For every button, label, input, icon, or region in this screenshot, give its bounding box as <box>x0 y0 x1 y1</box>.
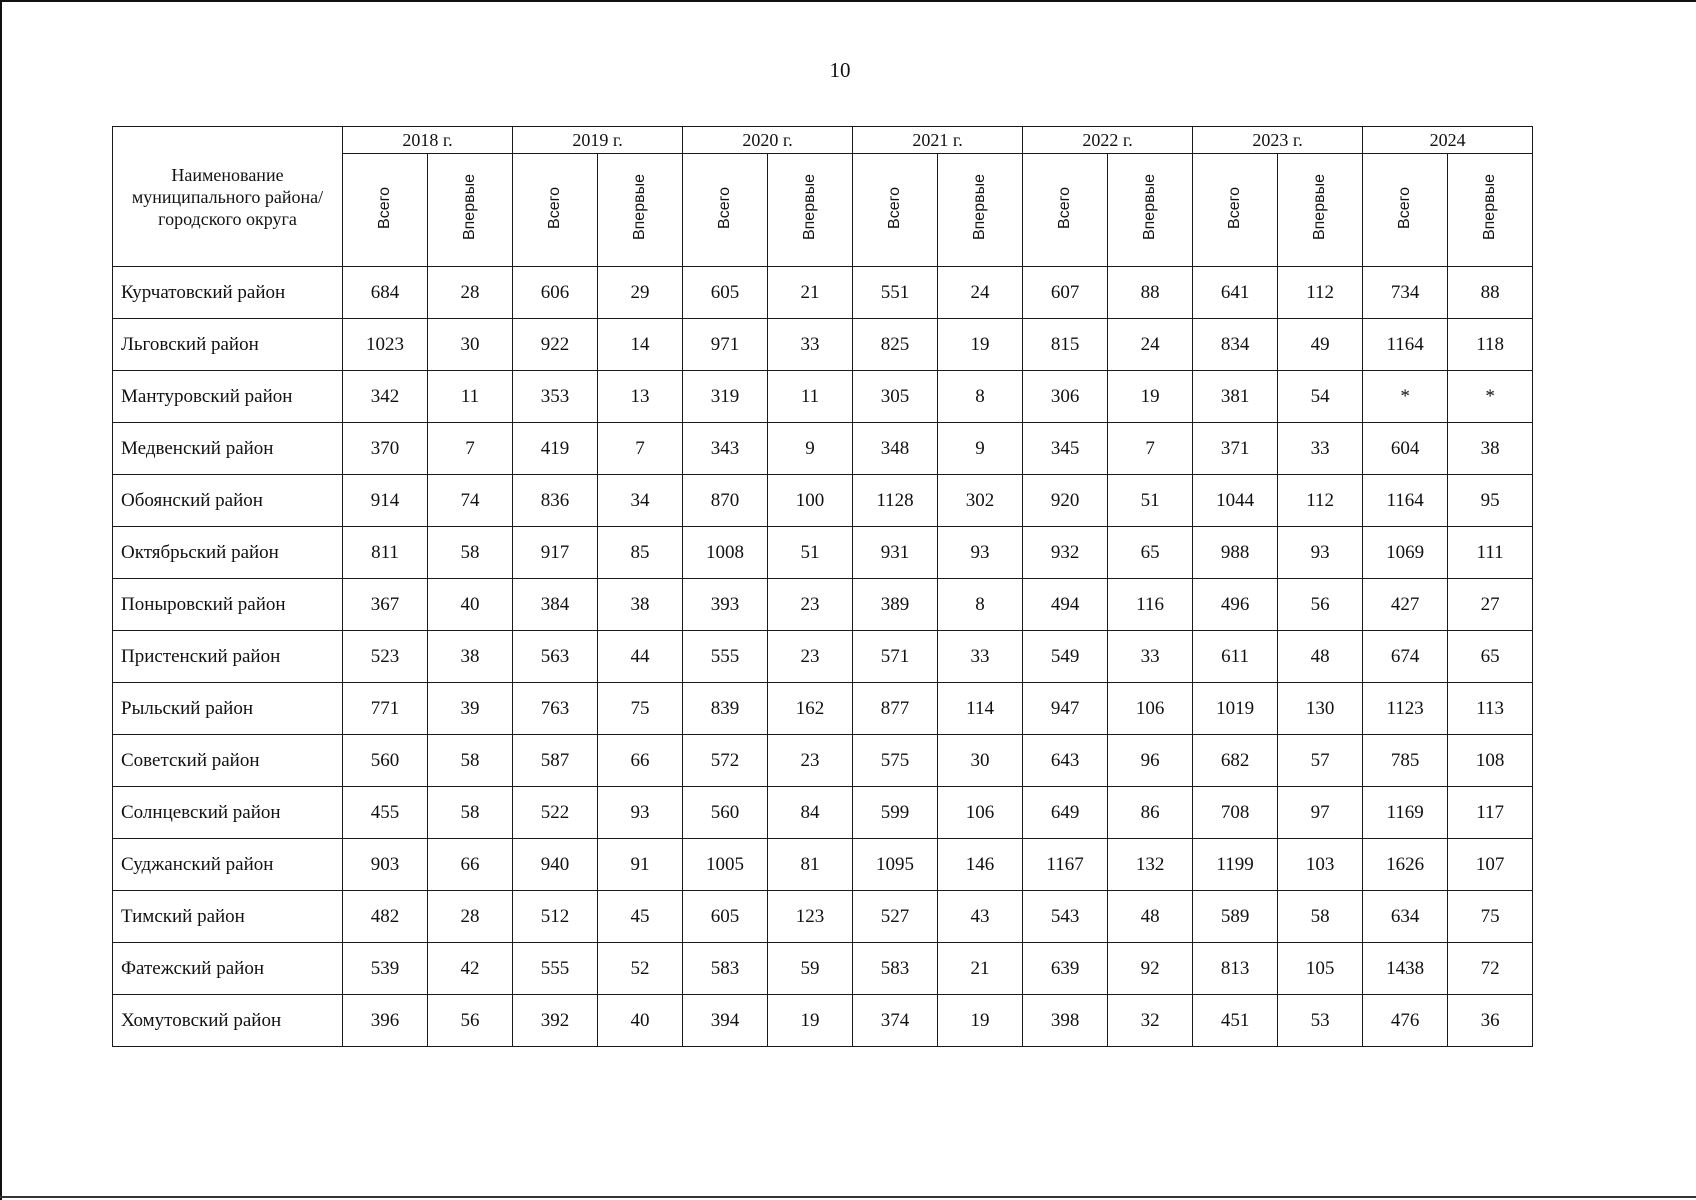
total-value-cell: 932 <box>1023 527 1108 579</box>
first-time-value-cell: 40 <box>428 579 513 631</box>
total-value-cell: 813 <box>1193 943 1278 995</box>
first-time-value-cell: 30 <box>428 319 513 371</box>
district-name-header: Наименование муниципального района/ городского округа <box>113 127 343 267</box>
scan-edge-left <box>0 0 2 1200</box>
total-value-cell: 527 <box>853 891 938 943</box>
district-name-cell: Фатежский район <box>113 943 343 995</box>
total-value-cell: 1023 <box>343 319 428 371</box>
first-time-header-label: Впервые <box>1141 174 1159 241</box>
total-value-cell: 551 <box>853 267 938 319</box>
district-name-cell: Курчатовский район <box>113 267 343 319</box>
total-value-cell: 1005 <box>683 839 768 891</box>
total-value-cell: 549 <box>1023 631 1108 683</box>
total-header <box>513 154 598 267</box>
first-time-header <box>428 154 513 267</box>
year-header: 2020 г. <box>683 127 853 154</box>
total-header-label: Всего <box>546 186 564 229</box>
total-value-cell: 555 <box>683 631 768 683</box>
total-value-cell: 877 <box>853 683 938 735</box>
first-time-value-cell: 38 <box>1448 423 1533 475</box>
total-value-cell: 682 <box>1193 735 1278 787</box>
statistics-table <box>112 126 1533 1047</box>
total-value-cell: 641 <box>1193 267 1278 319</box>
district-name-cell: Октябрьский район <box>113 527 343 579</box>
total-value-cell: 394 <box>683 995 768 1047</box>
total-header-label: Всего <box>1056 186 1074 229</box>
first-time-header-label: Впервые <box>971 174 989 241</box>
first-time-value-cell: 24 <box>1108 319 1193 371</box>
first-time-value-cell: 19 <box>938 319 1023 371</box>
first-time-header-label: Впервые <box>801 174 819 241</box>
first-time-value-cell: 38 <box>598 579 683 631</box>
table-row <box>113 423 1533 475</box>
first-time-value-cell: 23 <box>768 631 853 683</box>
first-time-value-cell: 29 <box>598 267 683 319</box>
total-header <box>1193 154 1278 267</box>
first-time-value-cell: 28 <box>428 891 513 943</box>
first-time-value-cell: 118 <box>1448 319 1533 371</box>
total-value-cell: 393 <box>683 579 768 631</box>
first-time-value-cell: 42 <box>428 943 513 995</box>
total-value-cell: 512 <box>513 891 598 943</box>
first-time-value-cell: 74 <box>428 475 513 527</box>
first-time-value-cell: * <box>1448 371 1533 423</box>
total-value-cell: 1167 <box>1023 839 1108 891</box>
total-value-cell: 555 <box>513 943 598 995</box>
first-time-value-cell: 38 <box>428 631 513 683</box>
first-time-value-cell: 59 <box>768 943 853 995</box>
first-time-value-cell: 27 <box>1448 579 1533 631</box>
total-value-cell: 353 <box>513 371 598 423</box>
first-time-value-cell: 7 <box>1108 423 1193 475</box>
total-value-cell: 583 <box>683 943 768 995</box>
total-value-cell: 914 <box>343 475 428 527</box>
year-header: 2023 г. <box>1193 127 1363 154</box>
total-value-cell: 319 <box>683 371 768 423</box>
total-value-cell: 639 <box>1023 943 1108 995</box>
first-time-value-cell: 56 <box>1278 579 1363 631</box>
first-time-value-cell: 48 <box>1278 631 1363 683</box>
total-header <box>1023 154 1108 267</box>
first-time-value-cell: 21 <box>768 267 853 319</box>
first-time-value-cell: 14 <box>598 319 683 371</box>
total-value-cell: 1626 <box>1363 839 1448 891</box>
first-time-value-cell: 49 <box>1278 319 1363 371</box>
total-header <box>853 154 938 267</box>
total-value-cell: 605 <box>683 267 768 319</box>
total-value-cell: 494 <box>1023 579 1108 631</box>
total-value-cell: 343 <box>683 423 768 475</box>
total-value-cell: 811 <box>343 527 428 579</box>
total-value-cell: 370 <box>343 423 428 475</box>
first-time-value-cell: 45 <box>598 891 683 943</box>
district-name-cell: Рыльский район <box>113 683 343 735</box>
first-time-value-cell: 93 <box>1278 527 1363 579</box>
total-value-cell: 374 <box>853 995 938 1047</box>
first-time-header-label: Впервые <box>1311 174 1329 241</box>
total-value-cell: 345 <box>1023 423 1108 475</box>
first-time-header-label: Впервые <box>461 174 478 241</box>
total-value-cell: 563 <box>513 631 598 683</box>
first-time-value-cell: 114 <box>938 683 1023 735</box>
total-value-cell: 539 <box>343 943 428 995</box>
total-value-cell: 476 <box>1363 995 1448 1047</box>
first-time-value-cell: 57 <box>1278 735 1363 787</box>
scan-edge-bottom <box>0 1196 1696 1198</box>
total-value-cell: 371 <box>1193 423 1278 475</box>
total-value-cell: 920 <box>1023 475 1108 527</box>
total-value-cell: 419 <box>513 423 598 475</box>
first-time-value-cell: 23 <box>768 579 853 631</box>
total-value-cell: 1019 <box>1193 683 1278 735</box>
district-name-cell: Мантуровский район <box>113 371 343 423</box>
total-value-cell: 836 <box>513 475 598 527</box>
first-time-value-cell: 96 <box>1108 735 1193 787</box>
year-header: 2022 г. <box>1023 127 1193 154</box>
first-time-value-cell: 108 <box>1448 735 1533 787</box>
total-value-cell: 634 <box>1363 891 1448 943</box>
total-value-cell: 496 <box>1193 579 1278 631</box>
first-time-header-label: Впервые <box>631 174 649 241</box>
first-time-value-cell: 7 <box>598 423 683 475</box>
total-value-cell: 606 <box>513 267 598 319</box>
first-time-header-label: Впервые <box>1481 174 1499 241</box>
total-value-cell: 1069 <box>1363 527 1448 579</box>
page-number: 10 <box>829 58 851 82</box>
first-time-value-cell: 58 <box>428 735 513 787</box>
first-time-value-cell: 112 <box>1278 475 1363 527</box>
scan-edge-top <box>0 0 1696 2</box>
total-value-cell: 522 <box>513 787 598 839</box>
first-time-value-cell: 32 <box>1108 995 1193 1047</box>
first-time-header <box>1108 154 1193 267</box>
total-value-cell: 607 <box>1023 267 1108 319</box>
first-time-value-cell: 123 <box>768 891 853 943</box>
total-header-label: Всего <box>1396 186 1414 229</box>
district-name-cell: Тимский район <box>113 891 343 943</box>
first-time-value-cell: 19 <box>938 995 1023 1047</box>
total-value-cell: 572 <box>683 735 768 787</box>
first-time-value-cell: 113 <box>1448 683 1533 735</box>
first-time-value-cell: 13 <box>598 371 683 423</box>
first-time-value-cell: 58 <box>1278 891 1363 943</box>
total-value-cell: 1438 <box>1363 943 1448 995</box>
total-value-cell: 649 <box>1023 787 1108 839</box>
first-time-value-cell: 95 <box>1448 475 1533 527</box>
first-time-value-cell: 81 <box>768 839 853 891</box>
total-value-cell: 427 <box>1363 579 1448 631</box>
first-time-header <box>1278 154 1363 267</box>
table-row <box>113 371 1533 423</box>
first-time-value-cell: 106 <box>1108 683 1193 735</box>
first-time-value-cell: 7 <box>428 423 513 475</box>
total-header <box>683 154 768 267</box>
table-row <box>113 839 1533 891</box>
total-value-cell: 389 <box>853 579 938 631</box>
total-value-cell: 589 <box>1193 891 1278 943</box>
first-time-value-cell: 92 <box>1108 943 1193 995</box>
total-value-cell: 763 <box>513 683 598 735</box>
total-value-cell: 1164 <box>1363 319 1448 371</box>
district-name-cell: Хомутовский район <box>113 995 343 1047</box>
first-time-value-cell: 106 <box>938 787 1023 839</box>
year-header: 2021 г. <box>853 127 1023 154</box>
total-value-cell: 604 <box>1363 423 1448 475</box>
total-header <box>1363 154 1448 267</box>
first-time-value-cell: 130 <box>1278 683 1363 735</box>
total-value-cell: 396 <box>343 995 428 1047</box>
first-time-value-cell: 66 <box>428 839 513 891</box>
first-time-value-cell: 85 <box>598 527 683 579</box>
district-name-cell: Медвенский район <box>113 423 343 475</box>
table-row <box>113 683 1533 735</box>
total-value-cell: 575 <box>853 735 938 787</box>
district-name-cell: Льговский район <box>113 319 343 371</box>
first-time-value-cell: 146 <box>938 839 1023 891</box>
first-time-value-cell: 65 <box>1448 631 1533 683</box>
first-time-value-cell: 30 <box>938 735 1023 787</box>
total-value-cell: 917 <box>513 527 598 579</box>
first-time-value-cell: 9 <box>768 423 853 475</box>
total-value-cell: 825 <box>853 319 938 371</box>
first-time-value-cell: 86 <box>1108 787 1193 839</box>
first-time-value-cell: 23 <box>768 735 853 787</box>
first-time-header <box>768 154 853 267</box>
total-value-cell: 560 <box>683 787 768 839</box>
first-time-value-cell: 302 <box>938 475 1023 527</box>
total-value-cell: 1044 <box>1193 475 1278 527</box>
first-time-value-cell: 33 <box>1108 631 1193 683</box>
first-time-value-cell: 84 <box>768 787 853 839</box>
total-value-cell: 839 <box>683 683 768 735</box>
total-value-cell: 903 <box>343 839 428 891</box>
total-value-cell: 674 <box>1363 631 1448 683</box>
first-time-value-cell: 93 <box>598 787 683 839</box>
first-time-value-cell: 56 <box>428 995 513 1047</box>
first-time-value-cell: 58 <box>428 527 513 579</box>
total-value-cell: 587 <box>513 735 598 787</box>
first-time-value-cell: 117 <box>1448 787 1533 839</box>
first-time-value-cell: 111 <box>1448 527 1533 579</box>
total-value-cell: 684 <box>343 267 428 319</box>
total-value-cell: 1008 <box>683 527 768 579</box>
district-name-cell: Пристенский район <box>113 631 343 683</box>
total-value-cell: 940 <box>513 839 598 891</box>
total-value-cell: 348 <box>853 423 938 475</box>
total-value-cell: 734 <box>1363 267 1448 319</box>
table-body <box>113 267 1533 1047</box>
first-time-value-cell: 24 <box>938 267 1023 319</box>
total-value-cell: 931 <box>853 527 938 579</box>
first-time-value-cell: 51 <box>768 527 853 579</box>
table-row <box>113 943 1533 995</box>
year-header: 2019 г. <box>513 127 683 154</box>
total-value-cell: 1199 <box>1193 839 1278 891</box>
total-value-cell: 971 <box>683 319 768 371</box>
total-header <box>343 154 428 267</box>
first-time-value-cell: 91 <box>598 839 683 891</box>
first-time-value-cell: 88 <box>1448 267 1533 319</box>
first-time-header <box>938 154 1023 267</box>
total-value-cell: 1169 <box>1363 787 1448 839</box>
first-time-value-cell: 58 <box>428 787 513 839</box>
total-value-cell: 1095 <box>853 839 938 891</box>
total-value-cell: 560 <box>343 735 428 787</box>
total-value-cell: 1164 <box>1363 475 1448 527</box>
total-header-label: Всего <box>716 186 734 229</box>
first-time-value-cell: 65 <box>1108 527 1193 579</box>
total-value-cell: 367 <box>343 579 428 631</box>
total-header-label: Всего <box>376 186 393 229</box>
first-time-value-cell: 72 <box>1448 943 1533 995</box>
first-time-value-cell: 66 <box>598 735 683 787</box>
first-time-value-cell: 116 <box>1108 579 1193 631</box>
first-time-value-cell: 105 <box>1278 943 1363 995</box>
first-time-value-cell: 75 <box>598 683 683 735</box>
first-time-value-cell: 44 <box>598 631 683 683</box>
total-value-cell: 543 <box>1023 891 1108 943</box>
first-time-value-cell: 33 <box>938 631 1023 683</box>
first-time-value-cell: 97 <box>1278 787 1363 839</box>
district-name-cell: Поныровский район <box>113 579 343 631</box>
table-row <box>113 891 1533 943</box>
first-time-value-cell: 11 <box>768 371 853 423</box>
year-header: 2024 <box>1363 127 1533 154</box>
first-time-value-cell: 9 <box>938 423 1023 475</box>
first-time-value-cell: 33 <box>768 319 853 371</box>
first-time-value-cell: 100 <box>768 475 853 527</box>
first-time-value-cell: 19 <box>1108 371 1193 423</box>
table-row <box>113 527 1533 579</box>
first-time-value-cell: 34 <box>598 475 683 527</box>
district-name-cell: Суджанский район <box>113 839 343 891</box>
total-value-cell: 643 <box>1023 735 1108 787</box>
district-name-cell: Солнцевский район <box>113 787 343 839</box>
total-value-cell: 599 <box>853 787 938 839</box>
total-header-label: Всего <box>1226 186 1244 229</box>
first-time-value-cell: 40 <box>598 995 683 1047</box>
year-header: 2018 г. <box>343 127 513 154</box>
first-time-value-cell: 162 <box>768 683 853 735</box>
first-time-value-cell: 43 <box>938 891 1023 943</box>
total-value-cell: 306 <box>1023 371 1108 423</box>
total-value-cell: 922 <box>513 319 598 371</box>
first-time-value-cell: 28 <box>428 267 513 319</box>
first-time-value-cell: 103 <box>1278 839 1363 891</box>
year-header-row <box>113 127 1533 154</box>
first-time-value-cell: 33 <box>1278 423 1363 475</box>
first-time-value-cell: 112 <box>1278 267 1363 319</box>
first-time-value-cell: 19 <box>768 995 853 1047</box>
first-time-value-cell: 51 <box>1108 475 1193 527</box>
table-row <box>113 319 1533 371</box>
total-value-cell: 815 <box>1023 319 1108 371</box>
first-time-value-cell: 36 <box>1448 995 1533 1047</box>
district-name-cell: Обоянский район <box>113 475 343 527</box>
table-row <box>113 267 1533 319</box>
total-value-cell: 870 <box>683 475 768 527</box>
total-value-cell: 523 <box>343 631 428 683</box>
total-value-cell: 988 <box>1193 527 1278 579</box>
total-value-cell: 451 <box>1193 995 1278 1047</box>
first-time-value-cell: 54 <box>1278 371 1363 423</box>
table-row <box>113 579 1533 631</box>
total-value-cell: 708 <box>1193 787 1278 839</box>
total-value-cell: 381 <box>1193 371 1278 423</box>
total-value-cell: * <box>1363 371 1448 423</box>
total-value-cell: 384 <box>513 579 598 631</box>
first-time-value-cell: 11 <box>428 371 513 423</box>
first-time-value-cell: 132 <box>1108 839 1193 891</box>
total-value-cell: 455 <box>343 787 428 839</box>
first-time-value-cell: 8 <box>938 371 1023 423</box>
total-value-cell: 1123 <box>1363 683 1448 735</box>
total-value-cell: 605 <box>683 891 768 943</box>
table-row <box>113 631 1533 683</box>
total-value-cell: 571 <box>853 631 938 683</box>
first-time-value-cell: 107 <box>1448 839 1533 891</box>
first-time-value-cell: 21 <box>938 943 1023 995</box>
table-row <box>113 995 1533 1047</box>
table-row <box>113 735 1533 787</box>
total-value-cell: 771 <box>343 683 428 735</box>
total-value-cell: 785 <box>1363 735 1448 787</box>
first-time-value-cell: 8 <box>938 579 1023 631</box>
first-time-value-cell: 75 <box>1448 891 1533 943</box>
total-value-cell: 834 <box>1193 319 1278 371</box>
total-value-cell: 305 <box>853 371 938 423</box>
district-name-cell: Советский район <box>113 735 343 787</box>
first-time-value-cell: 52 <box>598 943 683 995</box>
total-value-cell: 482 <box>343 891 428 943</box>
first-time-value-cell: 39 <box>428 683 513 735</box>
table-row <box>113 475 1533 527</box>
first-time-header <box>1448 154 1533 267</box>
total-value-cell: 583 <box>853 943 938 995</box>
total-value-cell: 947 <box>1023 683 1108 735</box>
total-value-cell: 392 <box>513 995 598 1047</box>
first-time-value-cell: 48 <box>1108 891 1193 943</box>
table-row <box>113 787 1533 839</box>
total-value-cell: 611 <box>1193 631 1278 683</box>
first-time-value-cell: 88 <box>1108 267 1193 319</box>
first-time-value-cell: 53 <box>1278 995 1363 1047</box>
first-time-header <box>598 154 683 267</box>
first-time-value-cell: 93 <box>938 527 1023 579</box>
total-value-cell: 1128 <box>853 475 938 527</box>
total-value-cell: 398 <box>1023 995 1108 1047</box>
total-header-label: Всего <box>886 186 904 229</box>
total-value-cell: 342 <box>343 371 428 423</box>
